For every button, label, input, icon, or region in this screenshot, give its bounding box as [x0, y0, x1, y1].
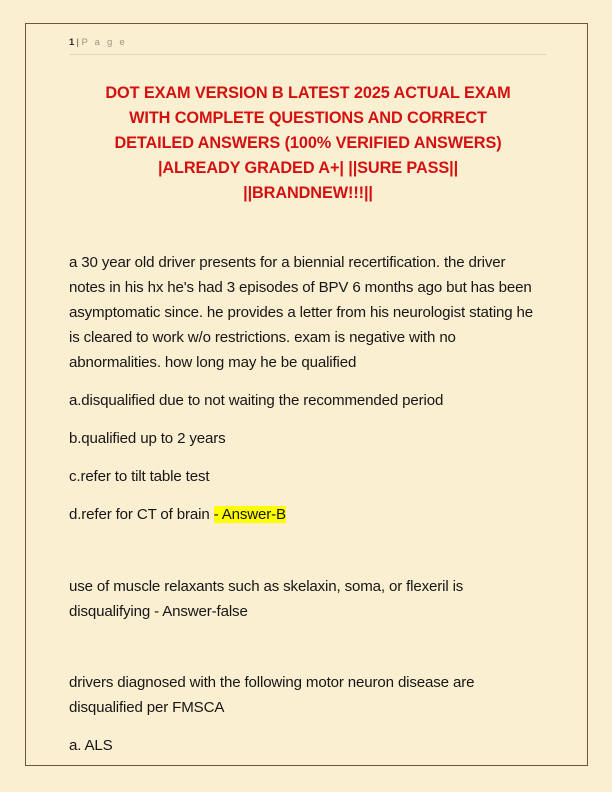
block-spacer-2 [69, 637, 547, 670]
document-title [81, 81, 536, 206]
block-spacer-1 [69, 540, 547, 574]
question-1-option-c: c.refer to tilt table test [69, 468, 210, 485]
page-content-area [69, 37, 547, 771]
header-page-number: 1 [69, 37, 75, 48]
question-1-answer-highlight: - Answer-B [213, 506, 286, 523]
title-line-3: DETAILED ANSWERS (100% VERIFIED ANSWERS) [114, 134, 502, 152]
question-1-option-d-text: d.refer for CT of brain [69, 506, 214, 523]
document-body [69, 250, 547, 758]
running-header [69, 37, 547, 54]
header-divider [69, 54, 547, 55]
question-1-option-a: a.disqualified due to not waiting the recommended period [69, 392, 444, 409]
question-1-stem: a 30 year old driver presents for a biennial recertification. the driver notes in his hx he's had 3 episodes of BPV 6 months ago but has been asymptomatic since. he provides a letter from his neurologist stating he is cleared to work w/o restrictions. exam is negative with no abnormalities. how long may he be qualified [69, 254, 534, 371]
document-page [25, 23, 588, 766]
question-1-option-d [69, 502, 539, 527]
header-separator: | [76, 37, 80, 48]
question-3-option-a: a. ALS [69, 737, 113, 754]
title-line-5: ||BRANDNEW!!!|| [243, 184, 373, 202]
question-3-stem: drivers diagnosed with the following motor neuron disease are disqualified per FMSCA [69, 674, 475, 716]
title-line-2: WITH COMPLETE QUESTIONS AND CORRECT [129, 109, 487, 127]
header-page-label: P a g e [81, 37, 127, 48]
question-2-text: use of muscle relaxants such as skelaxin, soma, or flexeril is disqualifying - Answer-false [69, 578, 464, 620]
title-line-4: |ALREADY GRADED A+| ||SURE PASS|| [157, 159, 459, 177]
title-line-1: DOT EXAM VERSION B LATEST 2025 ACTUAL EXAM [105, 84, 511, 102]
question-1-option-b: b.qualified up to 2 years [69, 430, 226, 447]
